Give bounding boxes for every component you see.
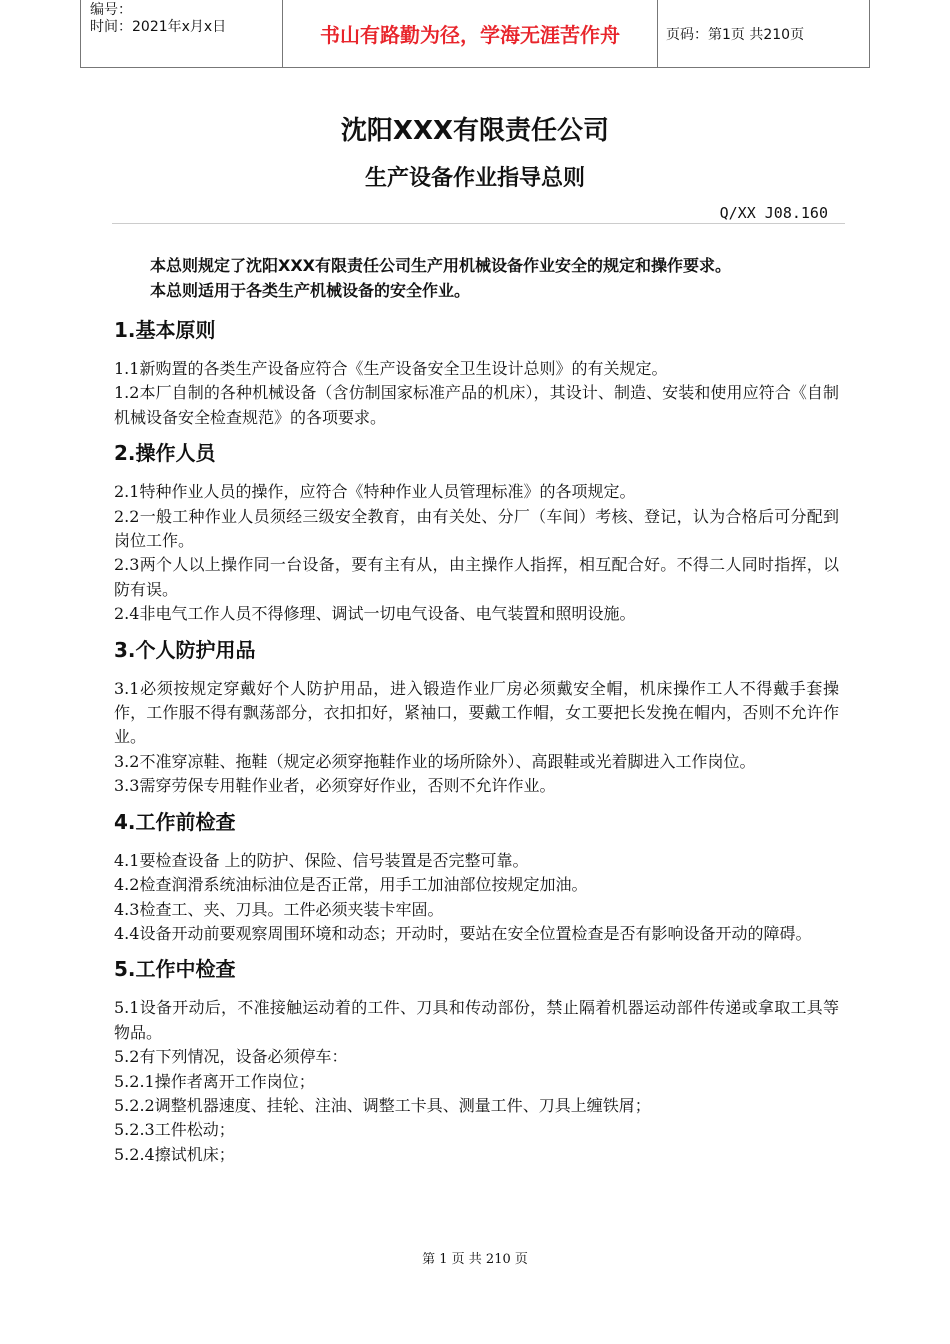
clause: 1.2本厂自制的各种机械设备（含仿制国家标准产品的机床），其设计、制造、安装和使用应符合《自制机械设备安全检查规范》的各项要求。 <box>114 383 839 427</box>
clause: 5.2.4擦试机床； <box>114 1144 235 1164</box>
clause: 2.2一般工种作业人员须经三级安全教育，由有关处、分厂（车间）考核、登记，认为合格后可分配到岗位工作。 <box>114 506 839 551</box>
section-protective-equipment <box>114 631 839 799</box>
clause: 5.2.1操作者离开工作岗位； <box>114 1071 315 1091</box>
clause: 5.2.3工件松动； <box>114 1120 235 1140</box>
company-title: 沈阳XXX有限责任公司 <box>340 116 610 146</box>
clause: 3.2不准穿凉鞋、拖鞋（规定必须穿拖鞋作业的场所除外）、高跟鞋或光着脚进入工作岗位。 <box>114 751 756 771</box>
section-heading: 3.个人防护用品 <box>114 637 256 662</box>
document-body <box>114 253 839 1167</box>
clause: 4.1要检查设备 上的防护、保险、信号装置是否完整可靠。 <box>114 850 529 870</box>
section-heading: 4.工作前检查 <box>114 809 236 834</box>
clause: 3.1必须按规定穿戴好个人防护用品，进入锻造作业厂房必须戴安全帽，机床操作工人不得戴手套操作，工作服不得有飘荡部分，衣扣扣好，紧袖口，要戴工作帽，女工要把长发挽在帽内，否则不允许作业。 <box>114 678 839 747</box>
section-pre-work-check <box>114 803 839 947</box>
clause: 2.1特种作业人员的操作，应符合《特种作业人员管理标准》的各项规定。 <box>114 482 636 502</box>
document-number: Q/XX J08.160 <box>719 204 828 222</box>
section-heading: 5.工作中检查 <box>114 957 236 982</box>
document-title: 生产设备作业指导总则 <box>364 166 585 191</box>
section-basic-principles <box>114 311 839 430</box>
header-page-label: 页码：第1页 共210页 <box>666 26 805 43</box>
clause: 5.2.2调整机器速度、挂轮、注油、调整工卡具、测量工件、刀具上缠铁屑； <box>114 1095 651 1115</box>
clause: 4.2检查润滑系统油标油位是否正常，用手工加油部位按规定加油。 <box>114 875 588 895</box>
clause: 3.3需穿劳保专用鞋作业者，必须穿好作业，否则不允许作业。 <box>114 776 556 796</box>
intro <box>114 253 839 303</box>
intro-line: 本总则规定了沈阳XXX有限责任公司生产用机械设备作业安全的规定和操作要求。 <box>150 256 732 275</box>
section-in-work-check <box>114 950 839 1167</box>
page-footer: 第 1 页 共 210 页 <box>422 1252 528 1267</box>
header-table <box>80 0 870 68</box>
clause: 4.3检查工、夹、刀具。工件必须夹装卡牢固。 <box>114 899 444 919</box>
title-divider <box>112 223 845 224</box>
time-label: 时间：2021年x月x日 <box>90 19 227 35</box>
number-label: 编号： <box>90 2 132 18</box>
header-motto: 书山有路勤为径，学海无涯苦作舟 <box>283 0 658 67</box>
clause: 5.1设备开动后，不准接触运动着的工件、刀具和传动部份，禁止隔着机器运动部件传递或拿取工具等物品。 <box>114 998 839 1042</box>
section-operators <box>114 434 839 626</box>
clause: 1.1新购置的各类生产设备应符合《生产设备安全卫生设计总则》的有关规定。 <box>114 359 668 378</box>
header-meta <box>81 0 283 67</box>
section-heading: 2.操作人员 <box>114 441 216 466</box>
clause: 5.2有下列情况，设备必须停车： <box>114 1047 348 1067</box>
section-heading: 1.基本原则 <box>114 318 216 342</box>
clause: 2.4非电气工作人员不得修理、调试一切电气设备、电气装置和照明设施。 <box>114 604 636 624</box>
intro-line: 本总则适用于各类生产机械设备的安全作业。 <box>150 281 471 300</box>
clause: 2.3两个人以上操作同一台设备，要有主有从，由主操作人指挥，相互配合好。不得二人同时指挥，以防有误。 <box>114 555 839 599</box>
clause: 4.4设备开动前要观察周围环境和动态；开动时，要站在安全位置检查是否有影响设备开动的障碍。 <box>114 923 812 943</box>
